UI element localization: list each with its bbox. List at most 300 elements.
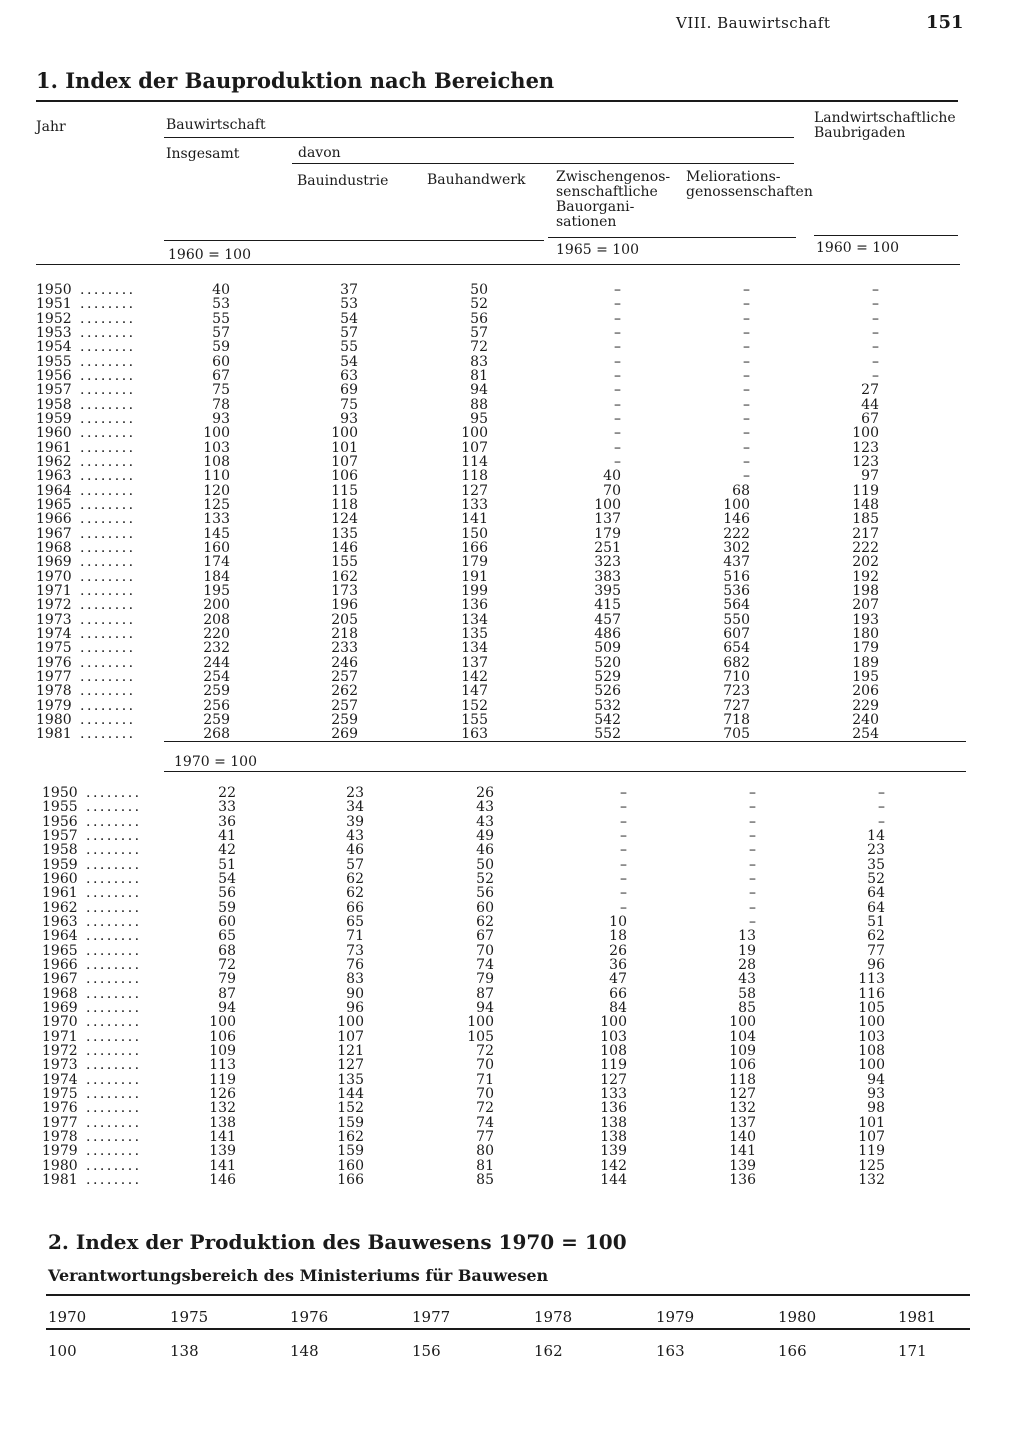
meliorations-cell: 106 xyxy=(729,1057,756,1074)
page-number: 151 xyxy=(926,12,964,33)
insgesamt-cell: 160 xyxy=(203,539,230,556)
leader-dots: ........ xyxy=(86,885,142,902)
zwischengenossenschaftliche-cell: – xyxy=(614,367,621,384)
zwischengenossenschaftliche-cell: – xyxy=(614,339,621,356)
landwirtschaftliche-cell: 193 xyxy=(852,611,879,628)
table-row xyxy=(42,958,922,972)
leader-dots: ........ xyxy=(80,597,136,614)
meliorations-cell: – xyxy=(743,282,750,298)
meliorations-cell: 222 xyxy=(723,525,750,542)
leader-dots: ........ xyxy=(80,525,136,542)
table2-year-cell: 1981 xyxy=(898,1308,937,1326)
bauhandwerk-cell: 163 xyxy=(461,726,488,743)
year-cell: 1963 xyxy=(42,913,78,930)
meliorations-cell: – xyxy=(749,885,756,902)
table2-year-cell: 1975 xyxy=(170,1308,209,1326)
insgesamt-cell: 22 xyxy=(218,785,236,801)
bauhandwerk-cell: 52 xyxy=(476,870,494,887)
table2-value-cell: 166 xyxy=(778,1342,807,1360)
bauindustrie-cell: 257 xyxy=(331,668,358,685)
bauhandwerk-cell: 60 xyxy=(476,899,494,916)
bauhandwerk-cell: 46 xyxy=(476,842,494,859)
meliorations-cell: 516 xyxy=(723,568,750,585)
meliorations-cell: 723 xyxy=(723,683,750,700)
table1-block-1970 xyxy=(42,786,922,1187)
bauhandwerk-cell: 56 xyxy=(476,885,494,902)
leader-dots: ........ xyxy=(86,942,142,959)
year-cell: 1966 xyxy=(36,511,72,528)
meliorations-cell: 302 xyxy=(723,539,750,556)
bauhandwerk-cell: 147 xyxy=(461,683,488,700)
bauindustrie-cell: 54 xyxy=(340,353,358,370)
meliorations-cell: 58 xyxy=(738,985,756,1002)
bauindustrie-cell: 63 xyxy=(340,367,358,384)
bauhandwerk-cell: 114 xyxy=(461,453,488,470)
table-row xyxy=(36,598,916,612)
zwischengenossenschaftliche-cell: – xyxy=(614,353,621,370)
insgesamt-cell: 100 xyxy=(209,1014,236,1031)
bauhandwerk-cell: 100 xyxy=(461,425,488,442)
zwischengenossenschaftliche-cell: – xyxy=(620,785,627,801)
zwischengenossenschaftliche-cell: 18 xyxy=(609,928,627,945)
meliorations-cell: 654 xyxy=(723,640,750,657)
bauindustrie-cell: 152 xyxy=(337,1100,364,1117)
landwirtschaftliche-cell: 101 xyxy=(858,1114,885,1131)
zwischengenossenschaftliche-cell: – xyxy=(614,382,621,399)
landwirtschaftliche-cell: 107 xyxy=(858,1128,885,1145)
zwischengenossenschaftliche-cell: 323 xyxy=(594,554,621,571)
meliorations-cell: 118 xyxy=(729,1071,756,1088)
bauindustrie-cell: 205 xyxy=(331,611,358,628)
landwirtschaftliche-cell: – xyxy=(878,813,885,830)
year-cell: 1955 xyxy=(36,353,72,370)
table2-value-cell: 100 xyxy=(48,1342,77,1360)
landwirtschaftliche-cell: 103 xyxy=(858,1028,885,1045)
table-row xyxy=(36,340,916,354)
bauindustrie-cell: 135 xyxy=(337,1071,364,1088)
insgesamt-cell: 141 xyxy=(209,1128,236,1145)
zwischengenossenschaftliche-cell: 138 xyxy=(600,1128,627,1145)
bauhandwerk-cell: 107 xyxy=(461,439,488,456)
year-cell: 1950 xyxy=(36,282,72,298)
bauindustrie-cell: 55 xyxy=(340,339,358,356)
insgesamt-cell: 79 xyxy=(218,971,236,988)
bauhandwerk-cell: 80 xyxy=(476,1143,494,1160)
bauindustrie-cell: 62 xyxy=(346,870,364,887)
leader-dots: ........ xyxy=(80,468,136,485)
landwirtschaftliche-cell: – xyxy=(872,339,879,356)
bauindustrie-cell: 62 xyxy=(346,885,364,902)
table-row xyxy=(36,656,916,670)
meliorations-cell: – xyxy=(743,382,750,399)
insgesamt-cell: 57 xyxy=(212,324,230,341)
table-row xyxy=(36,412,916,426)
landwirtschaftliche-cell: 179 xyxy=(852,640,879,657)
insgesamt-cell: 108 xyxy=(203,453,230,470)
landwirtschaftliche-cell: 207 xyxy=(852,597,879,614)
meliorations-cell: – xyxy=(749,899,756,916)
bauhandwerk-cell: 67 xyxy=(476,928,494,945)
year-cell: 1978 xyxy=(36,683,72,700)
table-row xyxy=(42,829,922,843)
col-header-landwirtschaftliche-baubrigaden: Landwirtschaftliche Baubrigaden xyxy=(814,110,956,141)
bauindustrie-cell: 155 xyxy=(331,554,358,571)
year-cell: 1952 xyxy=(36,310,72,327)
insgesamt-cell: 60 xyxy=(218,913,236,930)
landwirtschaftliche-cell: 52 xyxy=(867,870,885,887)
table-row xyxy=(36,426,916,440)
year-cell: 1960 xyxy=(36,425,72,442)
landwirtschaftliche-cell: 108 xyxy=(858,1042,885,1059)
bauhandwerk-cell: 52 xyxy=(470,296,488,313)
bauindustrie-cell: 233 xyxy=(331,640,358,657)
table-row xyxy=(36,727,916,741)
bauhandwerk-cell: 142 xyxy=(461,668,488,685)
bauindustrie-cell: 127 xyxy=(337,1057,364,1074)
meliorations-cell: 139 xyxy=(729,1157,756,1174)
bauhandwerk-cell: 50 xyxy=(476,856,494,873)
insgesamt-cell: 132 xyxy=(209,1100,236,1117)
table-row xyxy=(36,570,916,584)
landwirtschaftliche-cell: – xyxy=(872,310,879,327)
table-row xyxy=(42,1130,922,1144)
zwischengenossenschaftliche-cell: 395 xyxy=(594,582,621,599)
year-cell: 1973 xyxy=(36,611,72,628)
bauhandwerk-cell: 100 xyxy=(467,1014,494,1031)
meliorations-cell: – xyxy=(749,799,756,816)
table-row xyxy=(42,1044,922,1058)
leader-dots: ........ xyxy=(80,396,136,413)
col-header-jahr: Jahr xyxy=(36,119,66,135)
bauindustrie-cell: 146 xyxy=(331,539,358,556)
zwischengenossenschaftliche-cell: 542 xyxy=(594,711,621,728)
insgesamt-cell: 87 xyxy=(218,985,236,1002)
meliorations-cell: – xyxy=(749,856,756,873)
bauindustrie-cell: 121 xyxy=(337,1042,364,1059)
year-cell: 1971 xyxy=(36,582,72,599)
table-row xyxy=(42,1159,922,1173)
bauindustrie-cell: 57 xyxy=(340,324,358,341)
insgesamt-cell: 259 xyxy=(203,711,230,728)
insgesamt-cell: 59 xyxy=(212,339,230,356)
landwirtschaftliche-cell: 132 xyxy=(858,1171,885,1188)
table2-year-cell: 1976 xyxy=(290,1308,329,1326)
insgesamt-cell: 67 xyxy=(212,367,230,384)
insgesamt-cell: 119 xyxy=(209,1071,236,1088)
zwischengenossenschaftliche-cell: 100 xyxy=(600,1014,627,1031)
bauindustrie-cell: 69 xyxy=(340,382,358,399)
zwischengenossenschaftliche-cell: 457 xyxy=(594,611,621,628)
bauhandwerk-cell: 72 xyxy=(476,1042,494,1059)
meliorations-cell: – xyxy=(749,870,756,887)
bauindustrie-cell: 162 xyxy=(337,1128,364,1145)
bauindustrie-cell: 43 xyxy=(346,827,364,844)
davon-rule xyxy=(292,163,794,164)
bauindustrie-cell: 257 xyxy=(331,697,358,714)
leader-dots: ........ xyxy=(86,1085,142,1102)
zwischengenossenschaftliche-cell: 137 xyxy=(594,511,621,528)
leader-dots: ........ xyxy=(80,410,136,427)
insgesamt-cell: 40 xyxy=(212,282,230,298)
meliorations-cell: – xyxy=(743,453,750,470)
year-cell: 1972 xyxy=(36,597,72,614)
bauindustrie-cell: 173 xyxy=(331,582,358,599)
bauhandwerk-cell: 43 xyxy=(476,799,494,816)
leader-dots: ........ xyxy=(86,1028,142,1045)
zwischengenossenschaftliche-cell: 142 xyxy=(600,1157,627,1174)
insgesamt-cell: 139 xyxy=(209,1143,236,1160)
year-cell: 1968 xyxy=(42,985,78,1002)
leader-dots: ........ xyxy=(86,799,142,816)
insgesamt-cell: 110 xyxy=(203,468,230,485)
bauhandwerk-cell: 94 xyxy=(470,382,488,399)
table-row xyxy=(36,584,916,598)
landwirtschaftliche-cell: 64 xyxy=(867,899,885,916)
insgesamt-cell: 94 xyxy=(218,999,236,1016)
landwirtschaftliche-cell: 217 xyxy=(852,525,879,542)
bauindustrie-cell: 83 xyxy=(346,971,364,988)
col-header-zwischengenossenschaftliche: Zwischengenos- senschaftliche Bauorgani- sationen xyxy=(556,169,671,230)
meliorations-cell: – xyxy=(743,396,750,413)
year-cell: 1956 xyxy=(36,367,72,384)
table-row xyxy=(42,1001,922,1015)
bauhandwerk-cell: 70 xyxy=(476,1085,494,1102)
bauindustrie-cell: 166 xyxy=(337,1171,364,1188)
table-row xyxy=(42,929,922,943)
bauindustrie-cell: 100 xyxy=(331,425,358,442)
insgesamt-cell: 72 xyxy=(218,956,236,973)
table1-top-rule xyxy=(36,100,958,102)
bauindustrie-cell: 115 xyxy=(331,482,358,499)
year-cell: 1961 xyxy=(36,439,72,456)
zwischengenossenschaftliche-cell: – xyxy=(614,410,621,427)
leader-dots: ........ xyxy=(80,539,136,556)
bauindustrie-cell: 23 xyxy=(346,785,364,801)
meliorations-cell: 564 xyxy=(723,597,750,614)
leader-dots: ........ xyxy=(80,310,136,327)
landwirtschaftliche-cell: 185 xyxy=(852,511,879,528)
year-cell: 1975 xyxy=(36,640,72,657)
landwirtschaftliche-cell: 125 xyxy=(858,1157,885,1174)
leader-dots: ........ xyxy=(86,813,142,830)
meliorations-cell: – xyxy=(743,310,750,327)
zwischengenossenschaftliche-cell: 509 xyxy=(594,640,621,657)
year-cell: 1957 xyxy=(36,382,72,399)
year-cell: 1970 xyxy=(42,1014,78,1031)
landwirtschaftliche-cell: 44 xyxy=(861,396,879,413)
base-rule-left xyxy=(164,240,544,241)
bauindustrie-cell: 135 xyxy=(331,525,358,542)
leader-dots: ........ xyxy=(80,425,136,442)
zwischengenossenschaftliche-cell: 103 xyxy=(600,1028,627,1045)
year-cell: 1962 xyxy=(36,453,72,470)
table-row xyxy=(36,684,916,698)
bauindustrie-cell: 39 xyxy=(346,813,364,830)
bauindustrie-cell: 54 xyxy=(340,310,358,327)
leader-dots: ........ xyxy=(80,568,136,585)
landwirtschaftliche-cell: 98 xyxy=(867,1100,885,1117)
meliorations-cell: 28 xyxy=(738,956,756,973)
meliorations-cell: – xyxy=(743,353,750,370)
year-cell: 1975 xyxy=(42,1085,78,1102)
zwischengenossenschaftliche-cell: – xyxy=(614,439,621,456)
bauindustrie-cell: 107 xyxy=(331,453,358,470)
leader-dots: ........ xyxy=(86,1014,142,1031)
bauindustrie-cell: 100 xyxy=(337,1014,364,1031)
leader-dots: ........ xyxy=(86,1157,142,1174)
zwischengenossenschaftliche-cell: 70 xyxy=(603,482,621,499)
zwischengenossenschaftliche-cell: – xyxy=(614,396,621,413)
zwischengenossenschaftliche-cell: 552 xyxy=(594,726,621,743)
table-row xyxy=(36,641,916,655)
landwirtschaftliche-cell: – xyxy=(872,324,879,341)
leader-dots: ........ xyxy=(86,1143,142,1160)
table-row xyxy=(42,1101,922,1115)
block-1970-sub-rule xyxy=(164,771,966,772)
zwischengenossenschaftliche-cell: – xyxy=(620,885,627,902)
year-cell: 1963 xyxy=(36,468,72,485)
bauindustrie-cell: 101 xyxy=(331,439,358,456)
landwirtschaftliche-cell: 148 xyxy=(852,496,879,513)
leader-dots: ........ xyxy=(86,928,142,945)
landwirtschaftliche-cell: 67 xyxy=(861,410,879,427)
table-row xyxy=(42,901,922,915)
table-row xyxy=(36,613,916,627)
meliorations-cell: 140 xyxy=(729,1128,756,1145)
insgesamt-cell: 146 xyxy=(209,1171,236,1188)
insgesamt-cell: 254 xyxy=(203,668,230,685)
landwirtschaftliche-cell: 192 xyxy=(852,568,879,585)
table-row xyxy=(36,455,916,469)
insgesamt-cell: 93 xyxy=(212,410,230,427)
bauhandwerk-cell: 70 xyxy=(476,942,494,959)
meliorations-cell: 727 xyxy=(723,697,750,714)
zwischengenossenschaftliche-cell: 529 xyxy=(594,668,621,685)
bauindustrie-cell: 218 xyxy=(331,625,358,642)
year-cell: 1969 xyxy=(36,554,72,571)
bauindustrie-cell: 269 xyxy=(331,726,358,743)
meliorations-cell: 710 xyxy=(723,668,750,685)
year-cell: 1968 xyxy=(36,539,72,556)
year-cell: 1965 xyxy=(36,496,72,513)
zwischengenossenschaftliche-cell: 108 xyxy=(600,1042,627,1059)
year-cell: 1950 xyxy=(42,785,78,801)
meliorations-cell: 109 xyxy=(729,1042,756,1059)
year-cell: 1965 xyxy=(42,942,78,959)
table2-value-cell: 148 xyxy=(290,1342,319,1360)
base-rule-right xyxy=(814,235,958,236)
leader-dots: ........ xyxy=(80,282,136,298)
table-row xyxy=(42,1058,922,1072)
zwischengenossenschaftliche-cell: 100 xyxy=(594,496,621,513)
bauindustrie-cell: 159 xyxy=(337,1114,364,1131)
table-row xyxy=(36,713,916,727)
leader-dots: ........ xyxy=(80,453,136,470)
meliorations-cell: 127 xyxy=(729,1085,756,1102)
table-row xyxy=(36,541,916,555)
landwirtschaftliche-cell: 123 xyxy=(852,453,879,470)
bauhandwerk-cell: 43 xyxy=(476,813,494,830)
landwirtschaftliche-cell: 113 xyxy=(858,971,885,988)
landwirtschaftliche-cell: 23 xyxy=(867,842,885,859)
leader-dots: ........ xyxy=(80,683,136,700)
table-row xyxy=(42,1173,922,1187)
year-cell: 1959 xyxy=(42,856,78,873)
landwirtschaftliche-cell: 123 xyxy=(852,439,879,456)
bauhandwerk-cell: 83 xyxy=(470,353,488,370)
meliorations-cell: 100 xyxy=(723,496,750,513)
table-row xyxy=(42,1030,922,1044)
landwirtschaftliche-cell: 97 xyxy=(861,468,879,485)
bauindustrie-cell: 93 xyxy=(340,410,358,427)
meliorations-cell: 550 xyxy=(723,611,750,628)
insgesamt-cell: 138 xyxy=(209,1114,236,1131)
landwirtschaftliche-cell: – xyxy=(872,282,879,298)
leader-dots: ........ xyxy=(80,726,136,743)
bauindustrie-cell: 73 xyxy=(346,942,364,959)
meliorations-cell: 141 xyxy=(729,1143,756,1160)
table1-title: 1. Index der Bauproduktion nach Bereichen xyxy=(36,68,555,93)
insgesamt-cell: 141 xyxy=(209,1157,236,1174)
insgesamt-cell: 100 xyxy=(203,425,230,442)
zwischengenossenschaftliche-cell: 10 xyxy=(609,913,627,930)
table-row xyxy=(42,886,922,900)
table-row xyxy=(36,441,916,455)
table-row xyxy=(36,283,916,297)
zwischengenossenschaftliche-cell: – xyxy=(620,813,627,830)
landwirtschaftliche-cell: 51 xyxy=(867,913,885,930)
meliorations-cell: 718 xyxy=(723,711,750,728)
bauhandwerk-cell: 57 xyxy=(470,324,488,341)
bauindustrie-cell: 160 xyxy=(337,1157,364,1174)
leader-dots: ........ xyxy=(86,827,142,844)
landwirtschaftliche-cell: 198 xyxy=(852,582,879,599)
year-cell: 1976 xyxy=(36,654,72,671)
bauindustrie-cell: 144 xyxy=(337,1085,364,1102)
leader-dots: ........ xyxy=(86,856,142,873)
zwischengenossenschaftliche-cell: 179 xyxy=(594,525,621,542)
table-row xyxy=(42,944,922,958)
year-cell: 1964 xyxy=(42,928,78,945)
leader-dots: ........ xyxy=(86,842,142,859)
bauhandwerk-cell: 136 xyxy=(461,597,488,614)
zwischengenossenschaftliche-cell: – xyxy=(614,324,621,341)
leader-dots: ........ xyxy=(80,496,136,513)
bauindustrie-cell: 262 xyxy=(331,683,358,700)
year-cell: 1980 xyxy=(36,711,72,728)
landwirtschaftliche-cell: 105 xyxy=(858,999,885,1016)
table2-year-cell: 1979 xyxy=(656,1308,695,1326)
bauindustrie-cell: 46 xyxy=(346,842,364,859)
insgesamt-cell: 184 xyxy=(203,568,230,585)
leader-dots: ........ xyxy=(86,913,142,930)
leader-dots: ........ xyxy=(80,353,136,370)
year-cell: 1962 xyxy=(42,899,78,916)
table-row xyxy=(36,398,916,412)
insgesamt-cell: 232 xyxy=(203,640,230,657)
table-row xyxy=(42,1015,922,1029)
zwischengenossenschaftliche-cell: – xyxy=(614,282,621,298)
bauhandwerk-cell: 155 xyxy=(461,711,488,728)
insgesamt-cell: 109 xyxy=(209,1042,236,1059)
year-cell: 1980 xyxy=(42,1157,78,1174)
landwirtschaftliche-cell: 119 xyxy=(858,1143,885,1160)
zwischengenossenschaftliche-cell: 36 xyxy=(609,956,627,973)
insgesamt-cell: 51 xyxy=(218,856,236,873)
col-header-bauwirtschaft: Bauwirtschaft xyxy=(166,117,266,133)
year-cell: 1966 xyxy=(42,956,78,973)
landwirtschaftliche-cell: 62 xyxy=(867,928,885,945)
